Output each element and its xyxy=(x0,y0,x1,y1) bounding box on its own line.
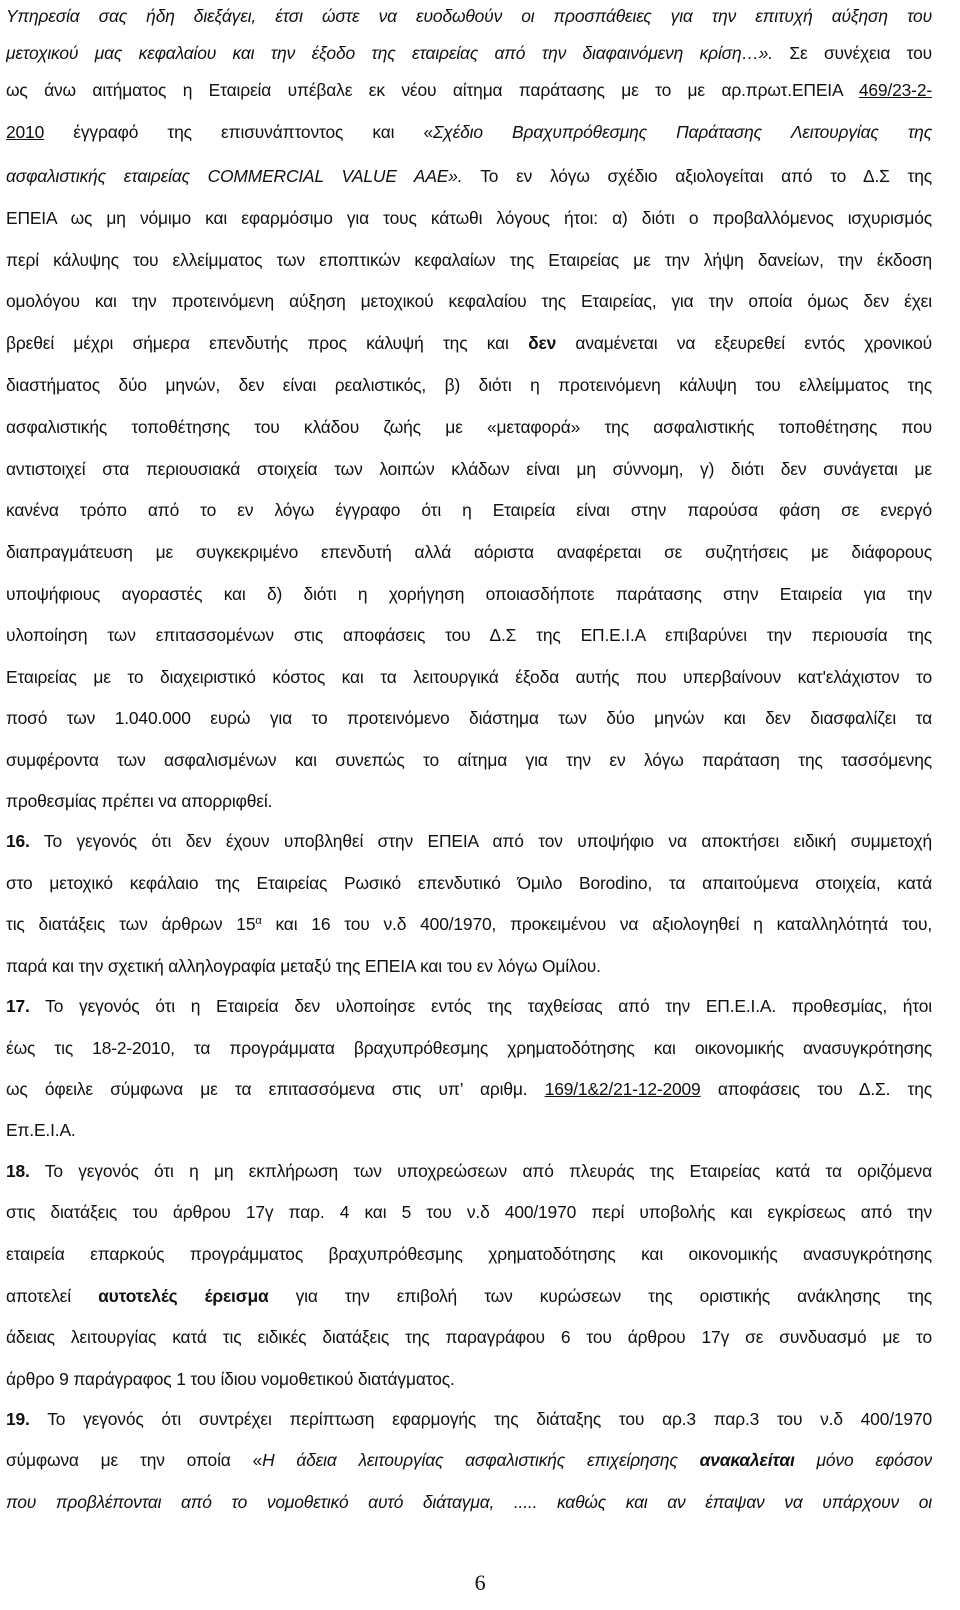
text-line: συμφέροντα των ασφαλισμένων και συνεπώς το αίτημα για την εν λόγω παράταση της τασσόμενης xyxy=(6,750,932,770)
paragraph-18: 18. Το γεγονός ότι η μη εκπλήρωση των υποχρεώσεων από πλευράς της Εταιρείας κατά τα οριζόμενα xyxy=(6,1161,932,1181)
text-line: ασφαλιστικής εταιρείας COMMERCIAL VALUE AAE». Το εν λόγω σχέδιο αξιολογείται από το Δ.Σ της xyxy=(6,166,932,186)
text-line: 2010 έγγραφό της επισυνάπτοντος και «Σχέδιο Βραχυπρόθεσμης Παράτασης Λειτουργίας της xyxy=(6,122,932,142)
text-line: Επ.Ε.Ι.Α. xyxy=(6,1120,76,1140)
text-line: περί κάλυψης του ελλείμματος των εποπτικών κεφαλαίων της Εταιρείας με την λήψη δανείων, την έκδοση xyxy=(6,250,932,270)
text-line: τις διατάξεις των άρθρων $15^\alpha$ και 16 του ν.δ 400/1970, προκειμένου να αξιολογηθεί η καταλληλότητά του, xyxy=(6,914,932,934)
text-line: ως άνω αιτήματος η Εταιρεία υπέβαλε εκ νέου αίτημα παράτασης με το με αρ.πρωτ.ΕΠΕΙΑ 469/23-2- xyxy=(6,80,932,100)
text-line: ΕΠΕΙΑ ως μη νόμιμο και εφαρμόσιμο για τους κάτωθι λόγους ήτοι: α) διότι ο προβαλλόμενος ισχυρισμός xyxy=(6,208,932,228)
paragraph-number: 17. xyxy=(6,996,30,1016)
text-line: βρεθεί μέχρι σήμερα επενδυτής προς κάλυψή της και δεν αναμένεται να εξευρεθεί εντός χρονικού xyxy=(6,333,932,353)
text-line: στις διατάξεις του άρθρου 17γ παρ. 4 και 5 του ν.δ 400/1970 περί υποβολής και εγκρίσεως από την xyxy=(6,1202,932,1222)
paragraph-number: 16. xyxy=(6,831,30,851)
text-line: έως τις 18-2-2010, τα προγράμματα βραχυπρόθεσμης χρηματοδότησης και οικονομικής ανασυγκρότησης xyxy=(6,1038,932,1058)
text-line: αντιστοιχεί στα περιουσιακά στοιχεία των λοιπών κλάδων είναι μη σύννομη, γ) διότι δεν συνάγεται με xyxy=(6,459,932,479)
text-line: στο μετοχικό κεφάλαιο της Εταιρείας Ρωσικό επενδυτικό Όμιλο Borodino, τα απαιτούμενα στοιχεία, κατά xyxy=(6,873,932,893)
text-line: άρθρο 9 παράγραφος 1 του ίδιου νομοθετικού διατάγματος. xyxy=(6,1369,455,1389)
text-line: παρά και την σχετική αλληλογραφία μεταξύ της ΕΠΕΙΑ και του εν λόγω Ομίλου. xyxy=(6,956,601,976)
text-line: άδειας λειτουργίας κατά τις ειδικές διατάξεις της παραγράφου 6 του άρθρου 17γ σε συνδυασμό με το xyxy=(6,1327,932,1347)
text-line: Εταιρείας με το διαχειριστικό κόστος και τα λειτουργικά έξοδα αυτής που υπερβαίνουν κατ'ελάχιστον το xyxy=(6,667,932,687)
text-line: ομολόγου και την προτεινόμενη αύξηση μετοχικού κεφαλαίου της Εταιρείας, για την οποία όμως δεν έχει xyxy=(6,291,932,311)
paragraph-number: 18. xyxy=(6,1161,30,1181)
text-line: ως όφειλε σύμφωνα με τα επιτασσόμενα στις υπ’ αριθμ. 169/1&2/21-12-2009 αποφάσεις του Δ.Σ. της xyxy=(6,1079,932,1099)
page-number: 6 xyxy=(474,1570,486,1595)
text-line: διαστήματος δύο μηνών, δεν είναι ρεαλιστικός, β) διότι η προτεινόμενη κάλυψη του ελλείμματος της xyxy=(6,375,932,395)
text-line: κανένα τρόπο από το εν λόγω έγγραφο ότι η Εταιρεία είναι στην παρούσα φάση σε ενεργό xyxy=(6,500,932,520)
text-line: προθεσμίας πρέπει να απορριφθεί. xyxy=(6,791,273,811)
text-line: διαπραγμάτευση με συγκεκριμένο επενδυτή αλλά αόριστα αναφέρεται σε συζητήσεις με διάφορους xyxy=(6,542,932,562)
paragraph-19: 19. Το γεγονός ότι συντρέχει περίπτωση εφαρμογής της διάταξης του αρ.3 παρ.3 του ν.δ 400/1970 xyxy=(6,1409,932,1429)
paragraph-number: 19. xyxy=(6,1409,30,1429)
text-line: υλοποίηση των επιτασσομένων στις αποφάσεις του Δ.Σ της ΕΠ.Ε.Ι.Α επιβαρύνει την περιουσία της xyxy=(6,625,932,645)
text-line: Υπηρεσία σας ήδη διεξάγει, έτσι ώστε να ευοδωθούν οι προσπάθειες για την επιτυχή αύξηση του xyxy=(6,6,932,26)
text-line: αποτελεί αυτοτελές έρεισμα για την επιβολή των κυρώσεων της οριστικής ανάκλησης της xyxy=(6,1286,932,1306)
paragraph-16: 16. Το γεγονός ότι δεν έχουν υποβληθεί στην ΕΠΕΙΑ από τον υποψήφιο να αποκτήσει ειδική συμμετοχή xyxy=(6,831,932,851)
paragraph-17: 17. Το γεγονός ότι η Εταιρεία δεν υλοποίησε εντός της ταχθείσας από την ΕΠ.Ε.Ι.Α. προθεσμίας, ήτοι xyxy=(6,996,932,1016)
text-line: σύμφωνα με την οποία «Η άδεια λειτουργίας ασφαλιστικής επιχείρησης ανακαλείται μόνο εφόσον xyxy=(6,1450,932,1470)
text-line: ποσό των 1.040.000 ευρώ για το προτεινόμενο διάστημα των δύο μηνών και δεν διασφαλίζει τα xyxy=(6,708,932,728)
text-line: που προβλέπονται από το νομοθετικό αυτό διάταγμα, ..... καθώς και αν έπαψαν να υπάρχουν οι xyxy=(6,1492,932,1512)
text-line: ασφαλιστικής τοποθέτησης του κλάδου ζωής με «μεταφορά» της ασφαλιστικής τοποθέτησης που xyxy=(6,417,932,437)
text-line: υποψήφιους αγοραστές και δ) διότι η χορήγηση οποιασδήποτε παράτασης στην Εταιρεία για την xyxy=(6,584,932,604)
text-line: μετοχικού μας κεφαλαίου και την έξοδο της εταιρείας από την διαφαινόμενη κρίση…». Σε συνέχεια του xyxy=(6,43,932,63)
text-line: εταιρεία επαρκούς προγράμματος βραχυπρόθεσμης χρηματοδότησης και οικονομικής ανασυγκρότησης xyxy=(6,1244,932,1264)
